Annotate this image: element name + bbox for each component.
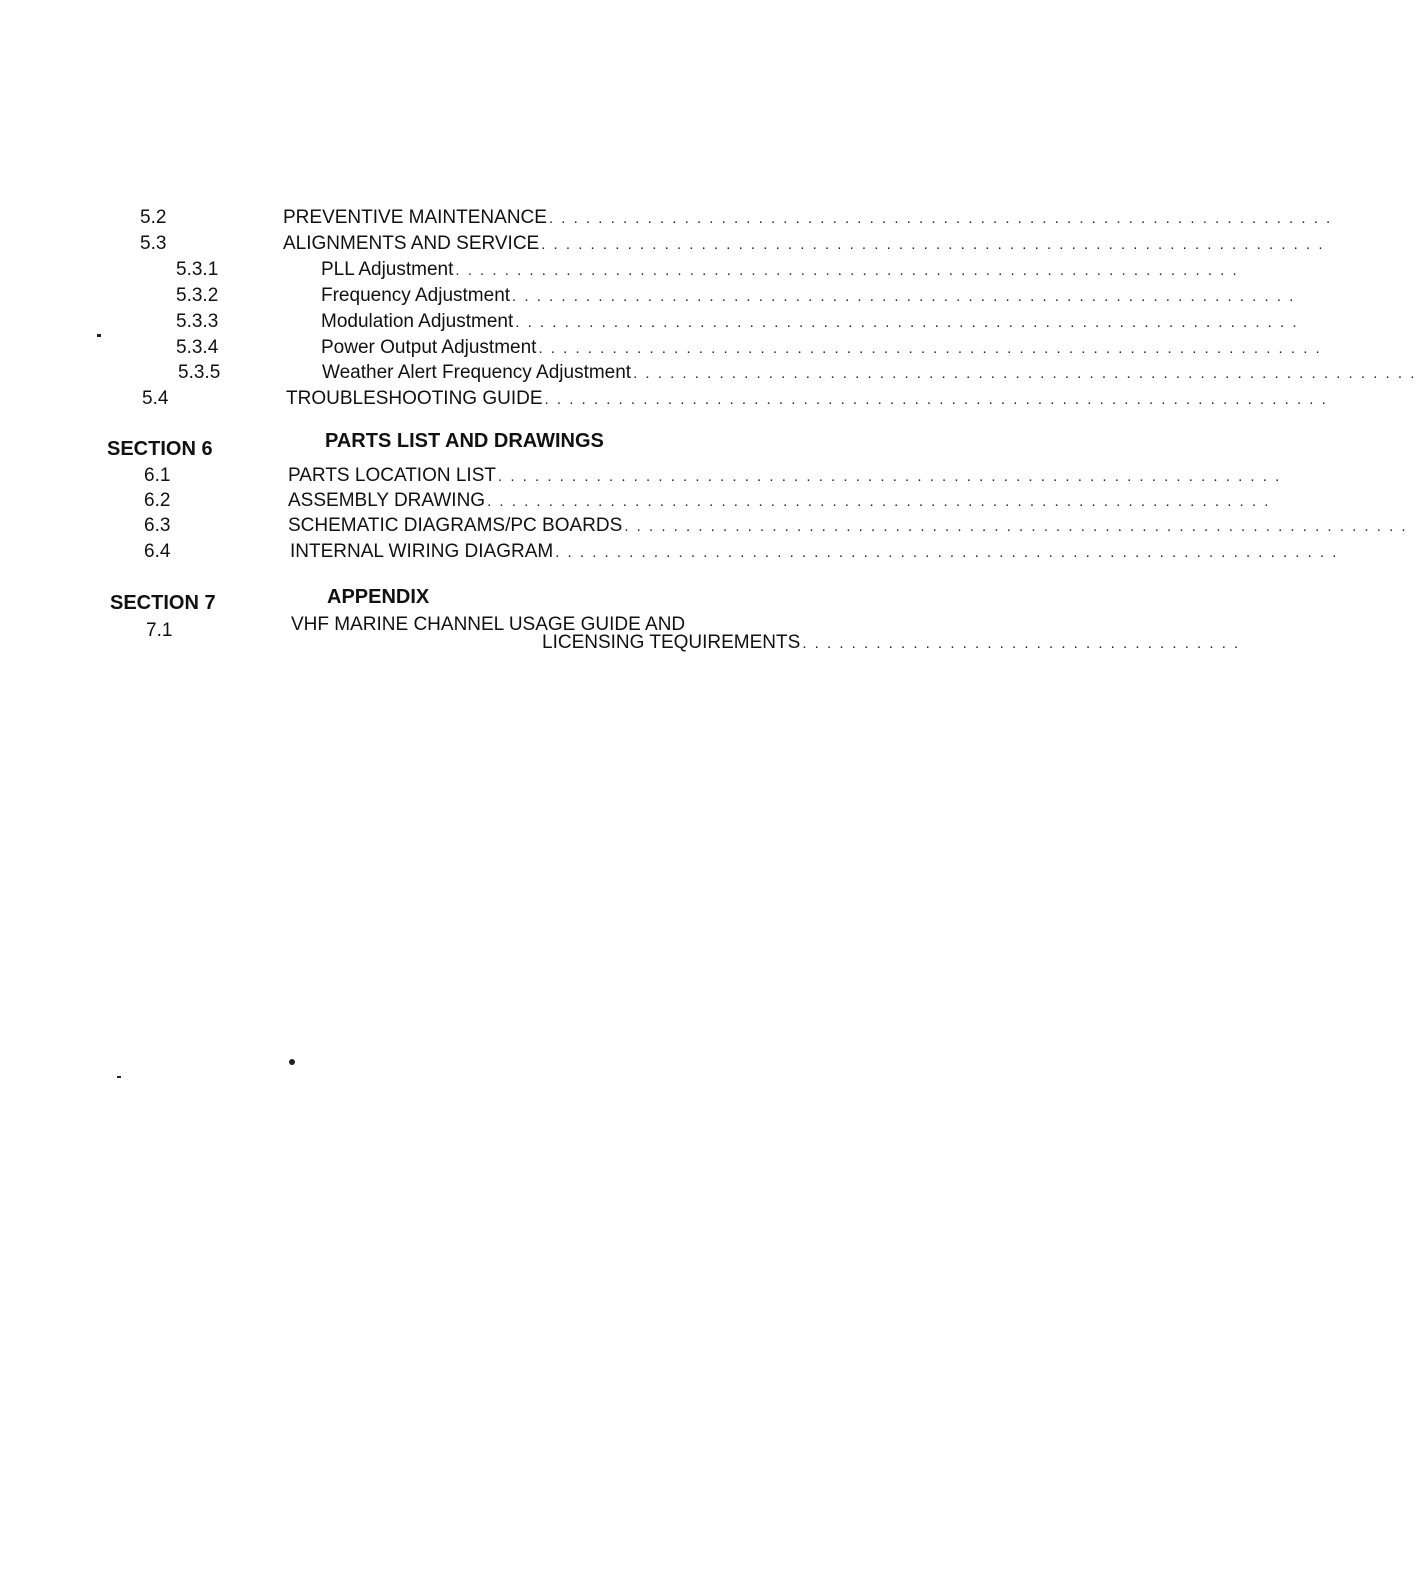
toc-entry-5-3-5	[0, 360, 1416, 385]
toc-entry-5-4	[0, 386, 1328, 411]
scan-speck	[97, 334, 101, 337]
toc-number: 5.3.2	[176, 285, 219, 306]
toc-number: 5.3.1	[176, 259, 219, 280]
toc-title: SCHEMATIC DIAGRAMS/PC BOARDS	[288, 515, 623, 536]
dot-leader: . . . . . . . . . . . . . . . . . . . . . . . . . . . . . . . . . . . . . . . . . . . . . . . . . . . . . . . . . . . . . . . .	[548, 210, 1333, 227]
dot-leader: . . . . . . . . . . . . . . . . . . . . . . . . . . . . . . . . . . . . . . . . . . . . . . . . . . . . . . . . . . . . . . . .	[455, 262, 1239, 279]
section-title: APPENDIX	[327, 586, 430, 608]
toc-number: 5.3.4	[176, 337, 219, 358]
toc-entry-text	[283, 205, 1333, 231]
toc-title: Weather Alert Frequency Adjustment	[322, 362, 632, 383]
toc-number: 5.3.3	[176, 311, 219, 332]
toc-entry-text	[322, 360, 1416, 386]
toc-number: 5.3.5	[178, 362, 221, 383]
toc-title: Modulation Adjustment	[321, 311, 514, 332]
toc-entry-7-1-continued	[0, 630, 1241, 655]
dot-leader: . . . . . . . . . . . . . . . . . . . . . . . . . . . . . . . . . . . . . . . . . . . . . . . . . . . . . . . . . . . . . . . .	[541, 236, 1325, 253]
toc-entry-text	[286, 386, 1328, 412]
toc-entry-6-1	[0, 463, 1282, 488]
toc-entry-5-3	[0, 231, 1325, 256]
toc-number: 5.3	[140, 233, 167, 254]
toc-entry-text	[321, 257, 1239, 283]
toc-entry-text	[288, 463, 1282, 489]
toc-number: 6.1	[144, 465, 171, 486]
toc-entry-text	[321, 283, 1296, 309]
dot-leader: . . . . . . . . . . . . . . . . . . . . . . . . . . . . . . . . . . . . . . . . . . . . . . . . . . . . . . . . . . . . . . . .	[498, 468, 1282, 485]
dot-leader: . . . . . . . . . . . . . . . . . . . . . . . . . . . . . . . . . . . . . . . . . . . . . . . . . . . . . . . . . . . . . . . .	[512, 288, 1296, 305]
toc-entry-5-2	[0, 205, 1333, 230]
toc-entry-text	[542, 630, 1241, 656]
toc-number: 5.4	[142, 388, 169, 409]
toc-number: 6.4	[144, 541, 171, 562]
toc-entry-5-3-4	[0, 335, 1322, 360]
toc-title: TROUBLESHOOTING GUIDE	[286, 388, 543, 409]
toc-title-line-2: LICENSING TEQUIREMENTS	[542, 632, 801, 653]
scan-speck	[117, 1076, 121, 1078]
toc-title: PREVENTIVE MAINTENANCE	[283, 207, 547, 228]
section-6-heading	[0, 430, 1224, 462]
toc-entry-text	[288, 513, 1408, 539]
toc-title: ASSEMBLY DRAWING	[288, 490, 486, 511]
toc-entry-5-3-1	[0, 257, 1239, 282]
toc-title: PARTS LOCATION LIST	[288, 465, 496, 486]
toc-entry-6-2	[0, 488, 1271, 513]
toc-title: Power Output Adjustment	[321, 337, 537, 358]
toc-title-line-1: VHF MARINE CHANNEL USAGE GUIDE AND	[291, 614, 686, 635]
toc-entry-6-3	[0, 513, 1408, 538]
toc-entry-5-3-2	[0, 283, 1296, 308]
dot-leader: . . . . . . . . . . . . . . . . . . . . . . . . . . . . . . . . . . . .	[802, 635, 1241, 652]
section-label: SECTION 7	[110, 592, 216, 614]
toc-number: 6.3	[144, 515, 171, 536]
toc-entry-text	[290, 539, 1339, 565]
toc-title: Frequency Adjustment	[321, 285, 511, 306]
dot-leader: . . . . . . . . . . . . . . . . . . . . . . . . . . . . . . . . . . . . . . . . . . . . . . . . . . . . . . . . . . . . . . . .	[538, 340, 1322, 357]
dot-leader: . . . . . . . . . . . . . . . . . . . . . . . . . . . . . . . . . . . . . . . . . . . . . . . . . . . . . . . . . . . . . . . .	[487, 493, 1271, 510]
dot-leader: . . . . . . . . . . . . . . . . . . . . . . . . . . . . . . . . . . . . . . . . . . . . . . . . . . . . . . . . . . . . . . . .	[544, 391, 1328, 408]
toc-entry-text	[283, 231, 1325, 257]
toc-entry-6-4	[0, 539, 1339, 564]
toc-entry-text	[321, 335, 1322, 361]
toc-number: 6.2	[144, 490, 171, 511]
dot-leader: . . . . . . . . . . . . . . . . . . . . . . . . . . . . . . . . . . . . . . . . . . . . . . . . . . . . . . . . . . . . . . . .	[633, 365, 1416, 382]
toc-entry-5-3-3	[0, 309, 1299, 334]
toc-title: PLL Adjustment	[321, 259, 454, 280]
toc-title: ALIGNMENTS AND SERVICE	[283, 233, 540, 254]
toc-title: INTERNAL WIRING DIAGRAM	[290, 541, 554, 562]
toc-number: 7.1	[146, 620, 173, 641]
section-title: PARTS LIST AND DRAWINGS	[325, 430, 604, 452]
section-label: SECTION 6	[107, 438, 213, 460]
toc-entry-text	[321, 309, 1299, 335]
toc-entry-text	[288, 488, 1271, 514]
dot-leader: . . . . . . . . . . . . . . . . . . . . . . . . . . . . . . . . . . . . . . . . . . . . . . . . . . . . . . . . . . . . . . . .	[624, 518, 1408, 535]
scan-speck	[289, 1059, 295, 1065]
dot-leader: . . . . . . . . . . . . . . . . . . . . . . . . . . . . . . . . . . . . . . . . . . . . . . . . . . . . . . . . . . . . . . . .	[515, 314, 1299, 331]
dot-leader: . . . . . . . . . . . . . . . . . . . . . . . . . . . . . . . . . . . . . . . . . . . . . . . . . . . . . . . . . . . . . . . .	[555, 544, 1339, 561]
toc-number: 5.2	[140, 207, 167, 228]
